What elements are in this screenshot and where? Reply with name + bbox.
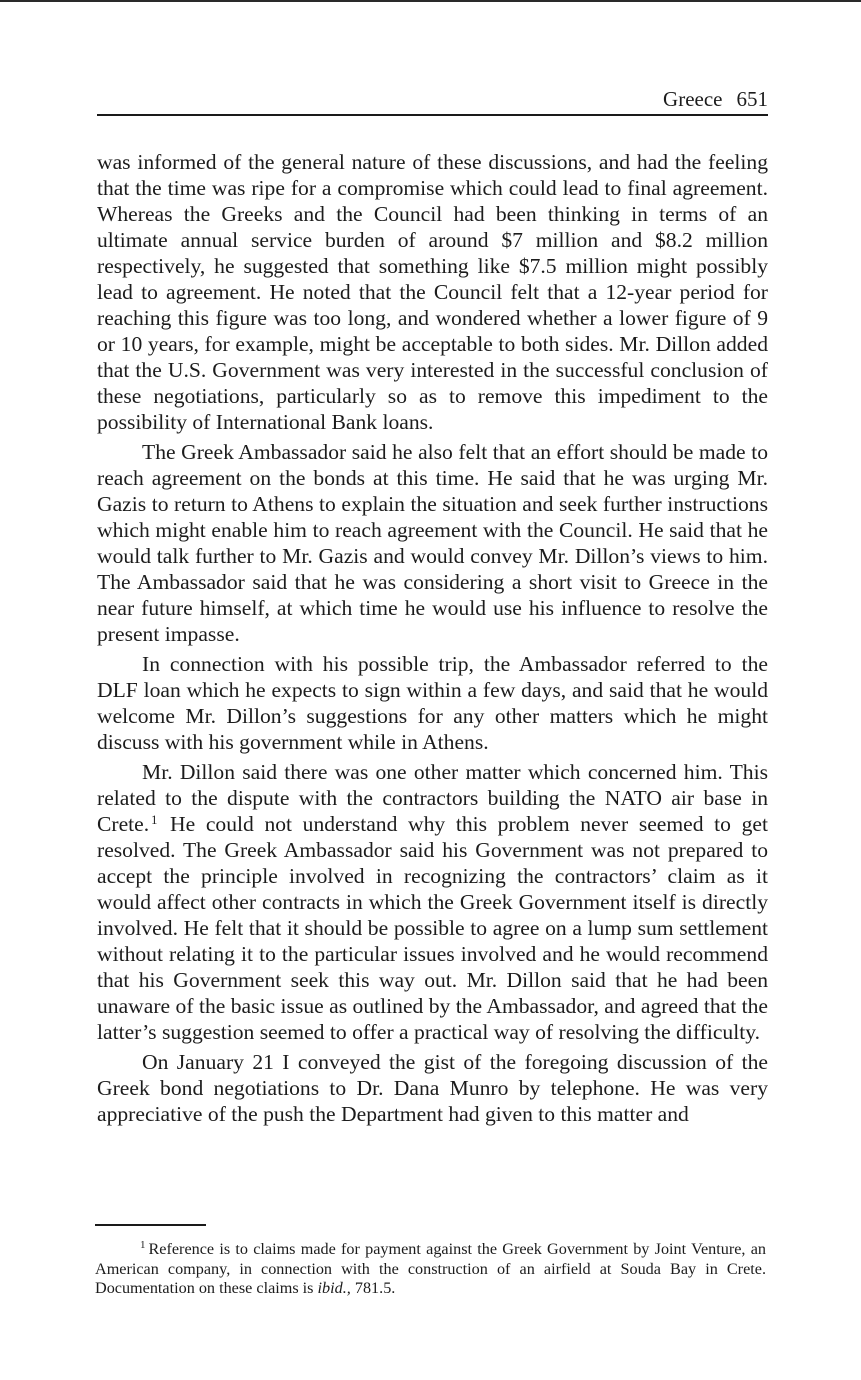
footnote-number: 1 (140, 1239, 146, 1251)
paragraph-5: On January 21 I conveyed the gist of the foregoing discussion of the Greek bond negotiations to Dr. Dana Munro by telephone. He was very appreciative of the push the Department had given to this matter and (97, 1050, 768, 1126)
footnote (95, 1240, 766, 1299)
paragraph-2: The Greek Ambassador said he also felt that an effort should be made to reach agreement on the bonds at this time. He said that he was urging Mr. Gazis to return to Athens to explain the situation and seek further instructions which might enable him to reach agreement with the Council. He said that he would talk further to Mr. Gazis and would convey Mr. Dillon’s views to him. The Ambassador said that he was considering a short visit to Greece in the near future himself, at which time he would use his influence to resolve the present impasse. (97, 440, 768, 646)
footnote-reference-marker[interactable]: 1 (151, 813, 158, 827)
footnote-separator (95, 1224, 206, 1226)
document-page (97, 84, 768, 1127)
page-number: 651 (736, 87, 768, 111)
footnote-text-end: 781.5. (354, 1279, 396, 1297)
scan-edge-line (0, 0, 861, 2)
running-head (97, 84, 768, 116)
paragraph-1: was informed of the general nature of these discussions, and had the feeling that the time was ripe for a compromise which could lead to final agreement. Whereas the Greeks and the Council had been thinking in terms of an ultimate annual service burden of around $7 million and $8.2 million respectively, he suggested that something like $7.5 million might possibly lead to agreement. He noted that the Council felt that a 12-year period for reaching this figure was too long, and wondered whether a lower figure of 9 or 10 years, for example, might be acceptable to both sides. Mr. Dillon added that the U.S. Government was very interested in the successful conclusion of these negotiations, particularly so as to remove this impediment to the possibility of International Bank loans. (97, 150, 768, 434)
paragraph-4-text-after-note: He could not understand why this problem never seemed to get resolved. The Greek Ambassador said his Government was not prepared to accept the principle involved in recognizing the contractors’ claim as it would affect other contracts in which the Greek Government itself is directly involved. He felt that it should be possible to agree on a lump sum settlement without relating it to the particular issues involved and he would recommend that his Government seek this way out. Mr. Dillon said that he had been unaware of the basic issue as outlined by the Ambassador, and agreed that the latter’s suggestion seemed to offer a practical way of resolving the difficulty. (97, 812, 768, 1044)
paragraph-4-text-before-note: Mr. Dillon said there was one other matter which concerned him. This related to the dispute with the contractors building the NATO air base in Crete. (97, 760, 768, 836)
footnote-italic-ibid: ibid., (317, 1279, 351, 1297)
footnote-text: Reference is to claims made for payment against the Greek Government by Joint Venture, an American company, in connection with the construction of an airfield at Souda Bay in Crete. Documentation on these claims is (95, 1240, 766, 1297)
body-text (97, 149, 768, 1127)
running-head-section: Greece (663, 87, 723, 111)
paragraph-3: In connection with his possible trip, the Ambassador referred to the DLF loan which he expects to sign within a few days, and said that he would welcome Mr. Dillon’s suggestions for any other matters which he might discuss with his government while in Athens. (97, 652, 768, 754)
paragraph-4 (97, 759, 768, 1045)
